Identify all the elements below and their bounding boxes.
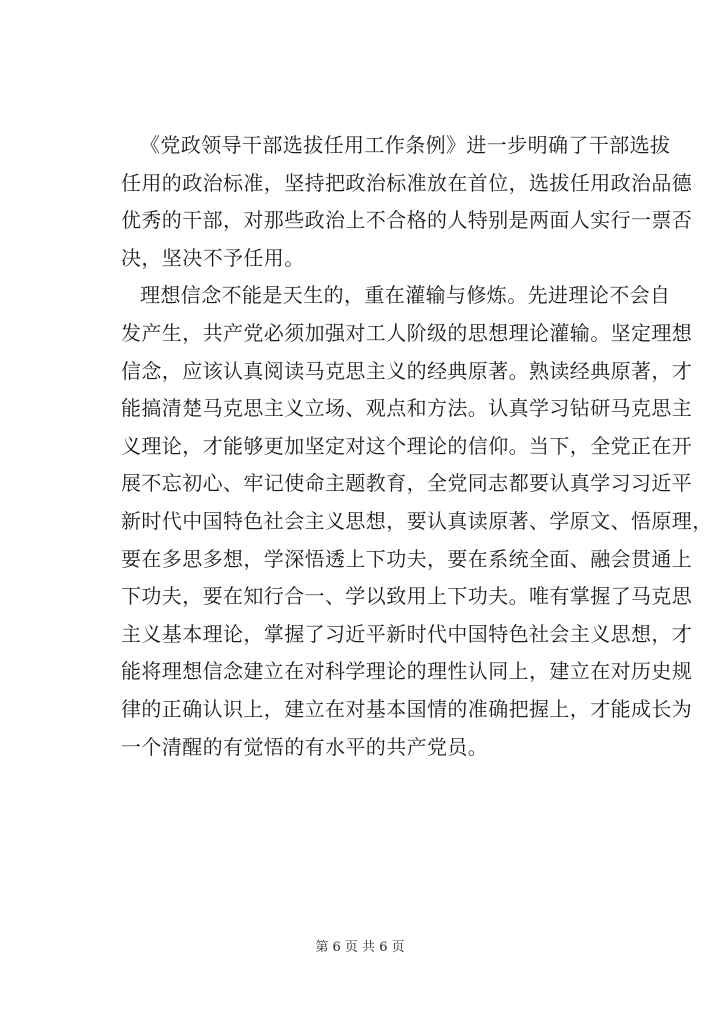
text-line: 主义基本理论，掌握了习近平新时代中国特色社会主义思想，才 xyxy=(121,621,693,646)
text-line: 新时代中国特色社会主义思想，要认真读原著、学原文、悟原理， xyxy=(121,508,713,533)
paragraph-2 xyxy=(121,277,713,766)
text-line: 下功夫，要在知行合一、学以致用上下功夫。唯有掌握了马克思 xyxy=(121,584,693,609)
text-line: 发产生，共产党必须加强对工人阶级的思想理论灌输。坚定理想 xyxy=(121,320,693,345)
text-line: 义理论，才能够更加坚定对这个理论的信仰。当下，全党正在开 xyxy=(121,433,693,458)
text-line: 律的正确认识上，建立在对基本国情的准确把握上，才能成长为 xyxy=(121,696,693,721)
text-line: 决，坚决不予任用。 xyxy=(121,245,305,270)
document-body xyxy=(121,127,713,766)
text-line: 《党政领导干部选拔任用工作条例》进一步明确了干部选拔 xyxy=(140,133,671,157)
paragraph-1 xyxy=(121,127,693,277)
text-line: 优秀的干部，对那些政治上不合格的人特别是两面人实行一票否 xyxy=(121,208,693,233)
text-line: 一个清醒的有觉悟的有水平的共产党员。 xyxy=(121,734,489,759)
text-line: 信念，应该认真阅读马克思主义的经典原著。熟读经典原著，才 xyxy=(121,358,693,383)
text-line: 理想信念不能是天生的，重在灌输与修炼。先进理论不会自 xyxy=(140,283,671,308)
text-line: 能搞清楚马克思主义立场、观点和方法。认真学习钻研马克思主 xyxy=(121,396,693,421)
text-line: 要在多思多想，学深悟透上下功夫，要在系统全面、融会贯通上 xyxy=(121,546,693,571)
text-line: 任用的政治标准，坚持把政治标准放在首位，选拔任用政治品德 xyxy=(121,170,693,195)
page-number-footer: 第 6 页 共 6 页 xyxy=(315,940,405,955)
text-line: 展不忘初心、牢记使命主题教育，全党同志都要认真学习习近平 xyxy=(121,471,693,496)
text-line: 能将理想信念建立在对科学理论的理性认同上，建立在对历史规 xyxy=(121,659,693,684)
